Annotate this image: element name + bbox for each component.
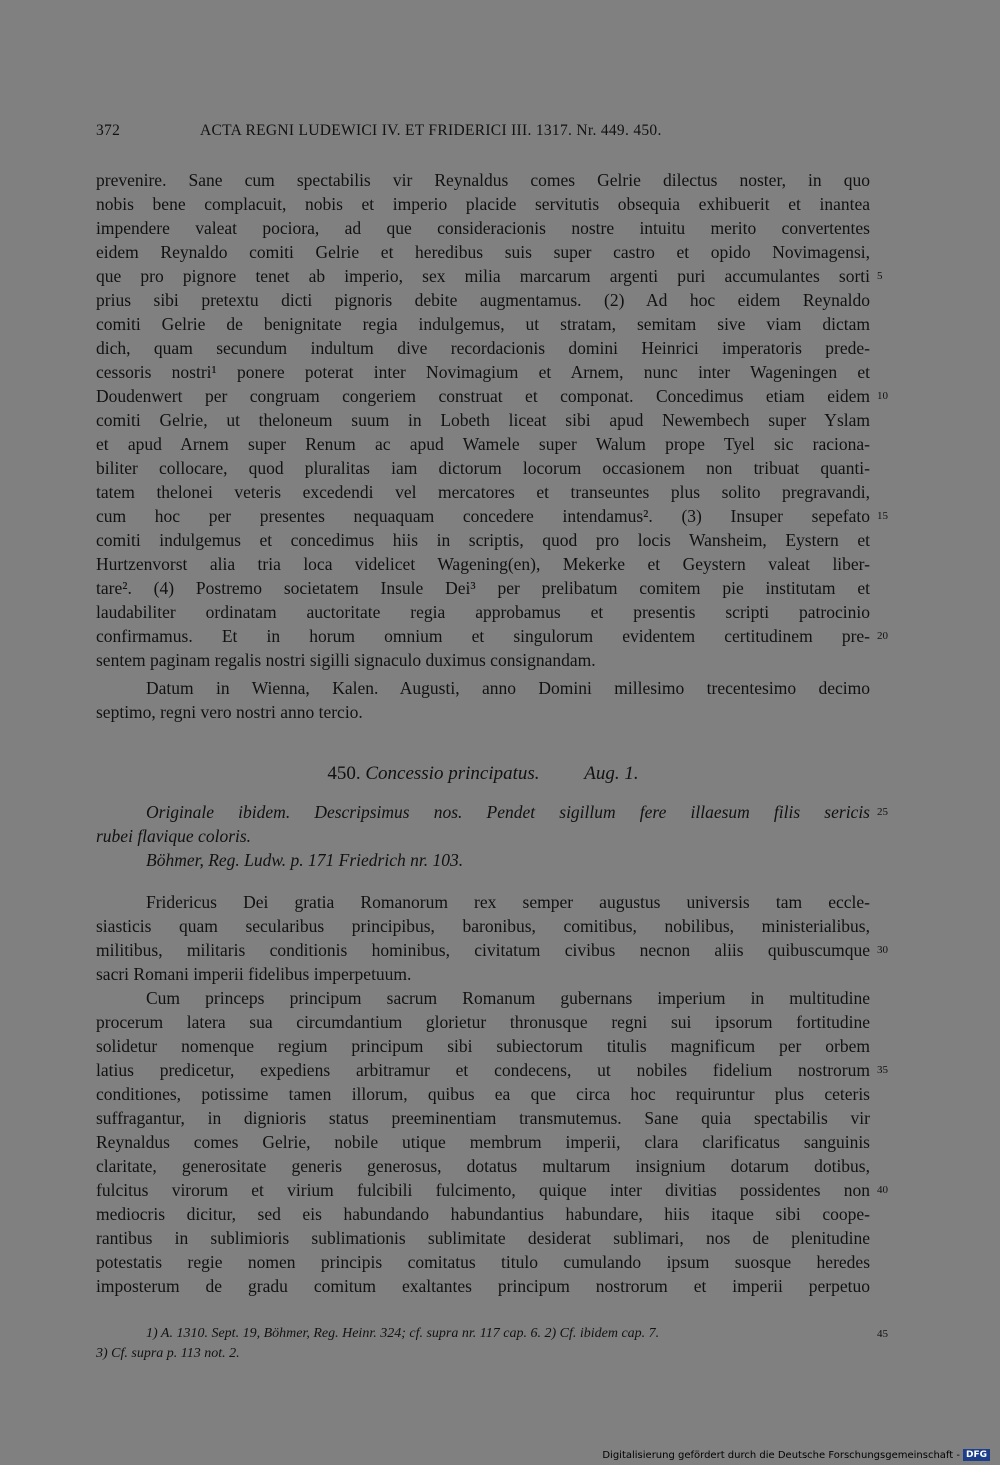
text-line: militibus, militaris conditionis hominibus, civitatum civibus necnon aliis quibuscumque <box>96 940 870 960</box>
document-title: Concessio principatus. <box>365 763 540 784</box>
line-number: 35 <box>877 1064 888 1076</box>
text-line: suffragantur, in dignioris status preeminentiam transmutemus. Sane quia spectabilis vir <box>96 1108 870 1128</box>
text-line: comiti Gelrie, ut theloneum suum in Lobeth liceat sibi apud Newembech super Yslam <box>96 410 870 430</box>
text-line: cessoris nostri¹ ponere poterat inter Novimagium et Arnem, nunc inter Wageningen et <box>96 362 870 382</box>
text-line: dich, quam secundum indultum dive recordacionis domini Heinrici imperatoris prede- <box>96 338 870 358</box>
text-line: siasticis quam secularibus principibus, baronibus, comitibus, nobilibus, ministerialibus, <box>96 916 870 936</box>
text-line: prius sibi pretextu dicti pignoris debite augmentamus. (2) Ad hoc eidem Reynaldo <box>96 290 870 310</box>
text-line: sacri Romani imperii fidelibus imperpetuum. <box>96 964 412 984</box>
text-line: laudabiliter ordinatam auctoritate regia approbamus et presentis scripti patrocinio <box>96 602 870 622</box>
document-date: Aug. 1. <box>584 763 639 784</box>
text-line: Cum princeps principum sacrum Romanum gubernans imperium in multitudine <box>146 988 870 1008</box>
text-line: mediocris dicitur, sed eis habundando habundantius habundare, hiis itaque sibi coope- <box>96 1204 870 1224</box>
text-line: conditiones, potissime tamen illorum, quibus ea que circa hoc requiruntur plus ceteris <box>96 1084 870 1104</box>
text-line: latius predicetur, expediens arbitramur et condecens, ut nobiles fidelium nostrorum <box>96 1060 870 1080</box>
text-line: eidem Reynaldo comiti Gelrie et heredibus suis super castro et opido Novimagensi, <box>96 242 870 262</box>
line-number: 25 <box>877 806 888 818</box>
document-heading <box>96 760 870 788</box>
text-line: procerum latera sua circumdantium glorietur thronusque regni sui ipsorum fortitudine <box>96 1012 870 1032</box>
text-line: solidetur nomenque regium principum sibi subiectorum titulis magnificum per orbem <box>96 1036 870 1056</box>
text-line: comiti Gelrie de benignitate regia indulgemus, ut stratam, semitam sive viam dictam <box>96 314 870 334</box>
text-line: sentem paginam regalis nostri sigilli signaculo duximus consignandam. <box>96 650 596 670</box>
text-line: prevenire. Sane cum spectabilis vir Reynaldus comes Gelrie dilectus noster, in quo <box>96 170 870 190</box>
line-number: 30 <box>877 944 888 956</box>
credit-text: Digitalisierung gefördert durch die Deutsche Forschungsgemeinschaft - <box>602 1449 960 1461</box>
datum-line: septimo, regni vero nostri anno tercio. <box>96 702 363 722</box>
footnote-line: 1) A. 1310. Sept. 19, Böhmer, Reg. Heinr. 324; cf. supra nr. 117 cap. 6. 2) Cf. ibidem cap. 7. <box>146 1326 660 1341</box>
text-line: imposterum de gradu comitum exaltantes principum nostrorum et imperii perpetuo <box>96 1276 870 1296</box>
text-line: biliter collocare, quod pluralitas iam dictorum locorum occasionem non tribuat quanti- <box>96 458 870 478</box>
text-line: que pro pignore tenet ab imperio, sex milia marcarum argenti puri accumulantes sorti <box>96 266 870 286</box>
text-line: claritate, generositate generis generosus, dotatus multarum insignium dotarum dotibus, <box>96 1156 870 1176</box>
line-number: 40 <box>877 1184 888 1196</box>
digitization-credit <box>602 1449 990 1461</box>
text-line: tatem thelonei veteris excedendi vel mercatores et transeuntes plus solito pregravandi, <box>96 482 870 502</box>
text-line: fulcitus virorum et virium fulcibili fulcimento, quique inter divitias possidentes non <box>96 1180 870 1200</box>
text-line: tare². (4) Postremo societatem Insule Dei³ per prelibatum comitem pie institutam et <box>96 578 870 598</box>
dfg-logo: DFG <box>963 1449 990 1461</box>
text-line: nobis bene complacuit, nobis et imperio placide servitutis obsequia exhibuerit et inantea <box>96 194 870 214</box>
text-line: cum hoc per presentes nequaquam concedere intendamus². (3) Insuper sepefato <box>96 506 870 526</box>
text-line: comiti indulgemus et concedimus hiis in scriptis, quod pro locis Wansheim, Eystern et <box>96 530 870 550</box>
line-number: 20 <box>877 630 888 642</box>
document-number: 450. <box>327 763 361 784</box>
text-line: rantibus in sublimioris sublimationis sublimitate desiderat sublimari, nos de plenitudine <box>96 1228 870 1248</box>
text-line: impendere valeat pociora, ad que consideracionis nostre intuitu merito convertentes <box>96 218 870 238</box>
text-line: et apud Arnem super Renum ac apud Wamele super Walum prope Tyel sic raciona- <box>96 434 870 454</box>
running-title: ACTA REGNI LUDEWICI IV. ET FRIDERICI III. 1317. Nr. 449. 450. <box>200 122 662 139</box>
datum-line: Datum in Wienna, Kalen. Augusti, anno Domini millesimo trecentesimo decimo <box>146 678 870 698</box>
line-number: 10 <box>877 390 888 402</box>
text-line: Reynaldus comes Gelrie, nobile utique membrum imperii, clara clarificatus sanguinis <box>96 1132 870 1152</box>
text-line: potestatis regie nomen principis comitatus titulo cumulando ipsum suosque heredes <box>96 1252 870 1272</box>
text-line: Hurtzenvorst alia tria loca videlicet Wagening(en), Mekerke et Geystern valeat liber- <box>96 554 870 574</box>
line-number: 45 <box>877 1328 888 1340</box>
text-line: Doudenwert per congruam congeriem construat et componat. Concedimus etiam eidem <box>96 386 870 406</box>
footnote-line: 3) Cf. supra p. 113 not. 2. <box>96 1346 240 1361</box>
reference-line: Böhmer, Reg. Ludw. p. 171 Friedrich nr. 103. <box>146 850 464 870</box>
source-line: rubei flavique coloris. <box>96 826 252 846</box>
text-line: confirmamus. Et in horum omnium et singulorum evidentem certitudinem pre- <box>96 626 870 646</box>
page-number: 372 <box>96 122 121 139</box>
line-number: 5 <box>877 270 883 282</box>
source-line: Originale ibidem. Descripsimus nos. Pendet sigillum fere illaesum filis sericis <box>146 802 870 822</box>
line-number: 15 <box>877 510 888 522</box>
text-line: Fridericus Dei gratia Romanorum rex semper augustus universis tam eccle- <box>146 892 870 912</box>
